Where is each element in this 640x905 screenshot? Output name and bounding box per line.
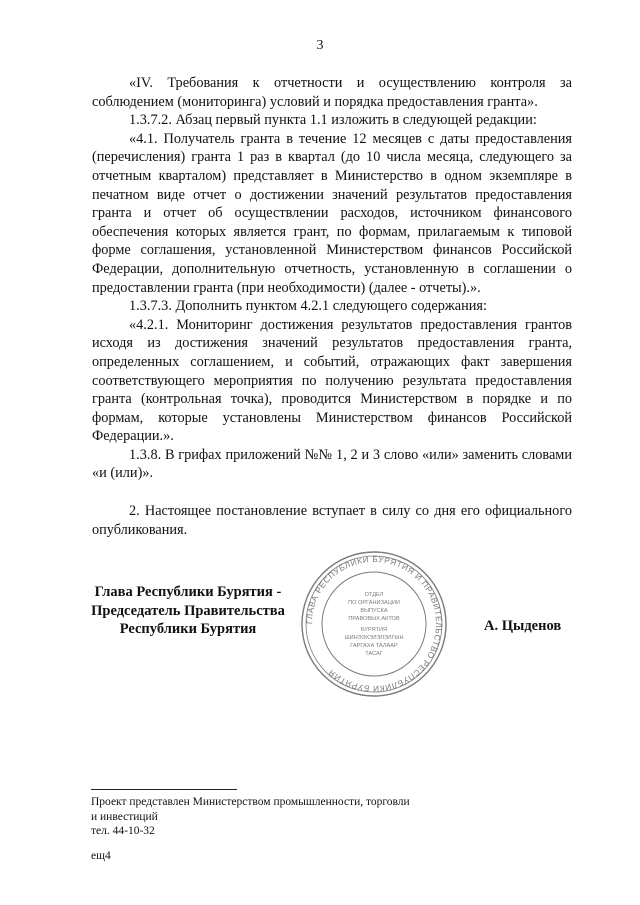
paragraph-section-iv: «IV. Требования к отчетности и осуществлению контроля за соблюдением (мониторинга) условий и порядка предоставления гранта». — [92, 75, 572, 110]
paragraph-1-3-8: 1.3.8. В грифах приложений №№ 1, 2 и 3 слово «или» заменить словами «и (или)». — [92, 446, 572, 482]
seal-center-line: ШИНЭЭХЭЛЭЛЭЛГЫН — [344, 635, 404, 641]
document-body — [92, 74, 572, 539]
official-seal-icon — [298, 548, 450, 700]
seal-center-line: ТАСАГ — [365, 651, 383, 657]
seal-center-line: ГАРГАХА ТАЛААР — [350, 643, 398, 649]
seal-ring-text: ГЛАВА РЕСПУБЛИКИ БУРЯТИЯ И ПРАВИТЕЛЬСТВО РЕСПУБЛИКИ БУРЯТИЯ — [304, 554, 444, 694]
seal-center-line: БУРЯТИЯ — [360, 627, 388, 633]
footnote — [91, 795, 511, 839]
document-code: ещ4 — [91, 850, 111, 862]
seal-center-line: ПРАВОВЫХ АКТОВ — [348, 616, 400, 622]
footnote-line: и инвестиций — [91, 810, 158, 823]
signatory-title-line: Республики Бурятия — [119, 621, 257, 637]
paragraph-2-effective: 2. Настоящее постановление вступает в силу со дня его официального опубликования. — [92, 503, 572, 538]
paragraph-1-3-7-2: 1.3.7.2. Абзац первый пункта 1.1 изложить в следующей редакции: — [129, 112, 537, 129]
signatory-title — [88, 583, 288, 639]
signatory-name: А. Цыденов — [484, 618, 562, 634]
paragraph-1-3-7-3: 1.3.7.3. Дополнить пунктом 4.2.1 следующего содержания: — [129, 298, 487, 315]
seal-center-line: ВЫПУСКА — [360, 608, 388, 614]
seal-center-line: ПО ОРГАНИЗАЦИИ — [348, 600, 400, 606]
seal-center-line: ОТДЕЛ — [364, 592, 384, 598]
footnote-line: Проект представлен Министерством промышленности, торговли — [91, 796, 410, 808]
footnote-divider — [91, 789, 237, 790]
signatory-title-line: Глава Республики Бурятия - — [94, 584, 282, 600]
footnote-line: тел. 44-10-32 — [91, 825, 155, 837]
signatory-title-line: Председатель Правительства — [91, 602, 285, 619]
page-number: 3 — [316, 38, 324, 53]
paragraph-4-1: «4.1. Получатель гранта в течение 12 месяцев с даты предоставления (перечисления) гранта 1 раз в квартал (до 10 числа месяца, следующего за отчетным кварталом) представляет в Министерство в одном экземпляре в печатном виде отчет о достижении значений результатов предоставления гранта и отчет об осуществлении расходов, источником финансового обеспечения которых является грант, по формам, прилагаемым к типовой форме соглашения, установленной Министерством финансов Российской Федерации, дополнительную отчетность, установленную в соглашении о предоставлении гранта (при необходимости) (далее - отчеты).». — [92, 130, 572, 296]
paragraph-4-2-1: «4.2.1. Мониторинг достижения результатов предоставления грантов исходя из достижения значений результатов предоставления гранта, определенных соглашением, и событий, отражающих факт завершения соответствующего мероприятия по получению результата предоставления гранта (контрольная точка), проводится Министерством в порядке и по формам, которые установлены Министерством финансов Российской Федерации.». — [92, 316, 572, 445]
